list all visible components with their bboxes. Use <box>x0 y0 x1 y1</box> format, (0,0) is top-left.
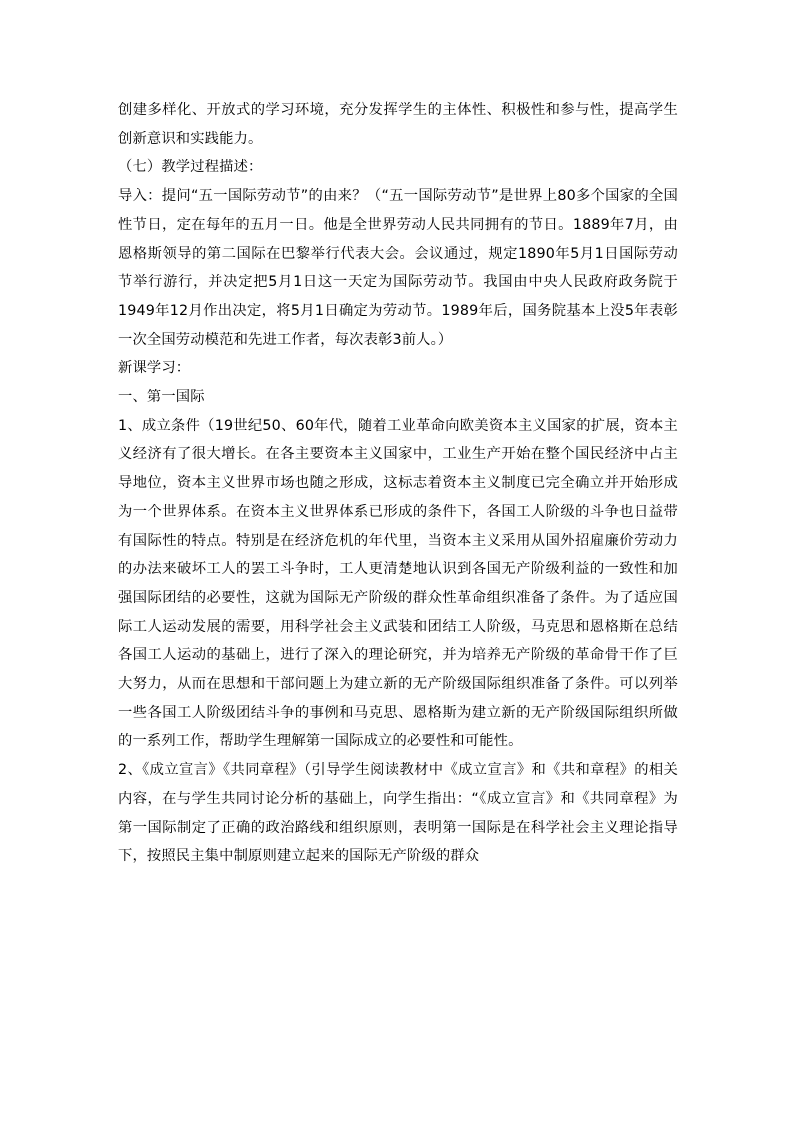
paragraph-introduction: 导入：提问“五一国际劳动节”的由来？（“五一国际劳动节”是世界上80多个国家的全国性节日，定在每年的五月一日。他是全世界劳动人民共同拥有的节日。1889年7月，由恩格斯领导的第二国际在巴黎举行代表大会。会议通过，规定1890年5月1日国际劳动节举行游行，并决定把5月1日这一天定为国际劳动节。我国由中央人民政府政务院于1949年12月作出决定，将5月1日确定为劳动节。1989年后，国务院基本上没5年表彰一次全国劳动模范和先进工作者，每次表彰3前人。） <box>118 188 678 348</box>
paragraph-learning-environment: 创建多样化、开放式的学习环境，充分发挥学生的主体性、积极性和参与性，提高学生创新意识和实践能力。 <box>118 102 678 147</box>
paragraph-declaration-and-statutes: 2、《成立宣言》《共同章程》（引导学生阅读教材中《成立宣言》和《共和章程》的相关内容，在与学生共同讨论分析的基础上，向学生指出：“《成立宣言》和《共同章程》为第一国际制定了正确的政治路线和组织原则，表明第一国际是在科学社会主义理论指导下，按照民主集中制原则建立起来的国际无产阶级的群众 <box>118 762 678 865</box>
paragraph-founding-conditions: 1、成立条件（19世纪50、60年代，随着工业革命向欧美资本主义国家的扩展，资本主义经济有了很大增长。在各主要资本主义国家中，工业生产开始在整个国民经济中占主导地位，资本主义世界市场也随之形成，这标志着资本主义制度已完全确立并开始形成为一个世界体系。在资本主义世界体系已形成的条件下，各国工人阶级的斗争也日益带有国际性的特点。特别是在经济危机的年代里，当资本主义采用从国外招雇廉价劳动力的办法来破坏工人的罢工斗争时，工人更清楚地认识到各国无产阶级利益的一致性和加强国际团结的必要性，这就为国际无产阶级的群众性革命组织准备了条件。为了适应国际工人运动发展的需要，用科学社会主义武装和团结工人阶级，马克思和恩格斯在总结各国工人运动的基础上，进行了深入的理论研究，并为培养无产阶级的革命骨干作了巨大努力，从而在思想和干部问题上为建立新的无产阶级国际组织准备了条件。可以列举一些各国工人阶级团结斗争的事例和马克思、恩格斯为建立新的无产阶级国际组织所做的一系列工作，帮助学生理解第一国际成立的必要性和可能性。 <box>118 417 678 750</box>
section-heading-teaching-process: （七）教学过程描述： <box>118 159 263 176</box>
section-heading-first-international: 一、第一国际 <box>118 389 205 406</box>
document-page <box>118 96 678 871</box>
label-new-lesson: 新课学习： <box>118 360 191 377</box>
